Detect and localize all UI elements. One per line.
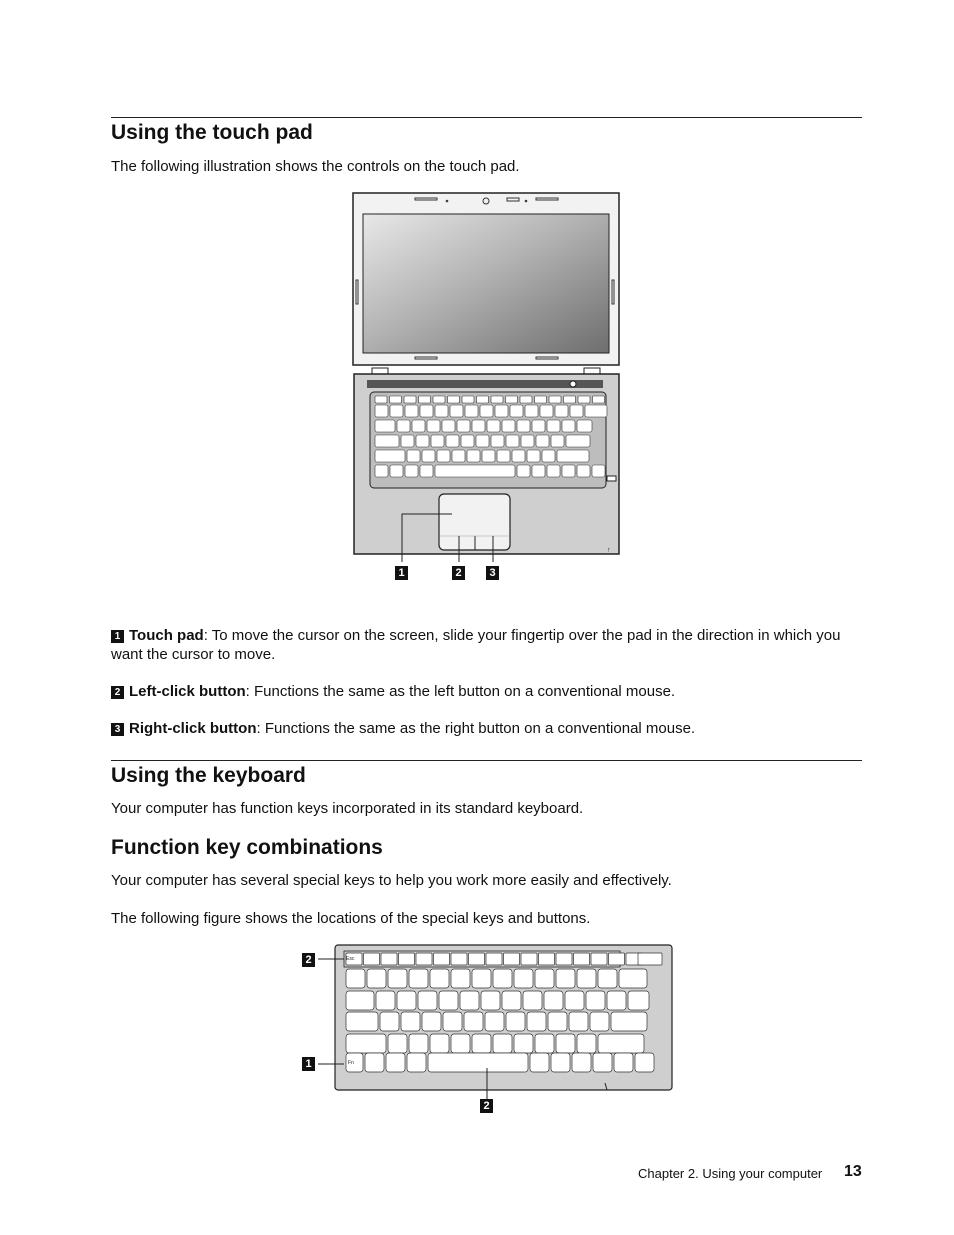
key xyxy=(609,953,625,965)
key xyxy=(487,420,500,432)
key xyxy=(551,435,564,447)
key xyxy=(346,991,374,1010)
key xyxy=(390,405,403,417)
callout-touchpad: 1 xyxy=(395,566,408,580)
key xyxy=(380,1012,399,1031)
key xyxy=(431,435,444,447)
key xyxy=(477,396,489,403)
key xyxy=(430,1034,449,1053)
key xyxy=(405,465,418,477)
key xyxy=(520,396,532,403)
key xyxy=(572,1053,591,1072)
key xyxy=(482,450,495,462)
key xyxy=(485,1012,504,1031)
key xyxy=(548,1012,567,1031)
key xyxy=(412,420,425,432)
key xyxy=(409,1034,428,1053)
key xyxy=(502,420,515,432)
key xyxy=(577,1034,596,1053)
item-left-click xyxy=(111,682,861,701)
key xyxy=(598,1034,644,1053)
key xyxy=(346,1034,386,1053)
key xyxy=(448,396,460,403)
laptop-illustration xyxy=(350,190,625,562)
key xyxy=(539,953,555,965)
key xyxy=(480,405,493,417)
key xyxy=(562,420,575,432)
key xyxy=(404,396,416,403)
key xyxy=(578,396,590,403)
item-term: Right-click button xyxy=(129,720,257,737)
key xyxy=(530,1053,549,1072)
key xyxy=(467,450,480,462)
key xyxy=(577,420,592,432)
key xyxy=(535,1034,554,1053)
key xyxy=(506,396,518,403)
heading-function-keys: Function key combinations xyxy=(111,836,383,859)
key xyxy=(536,435,549,447)
key xyxy=(375,420,395,432)
key xyxy=(628,991,649,1010)
key xyxy=(556,969,575,988)
key xyxy=(418,991,437,1010)
key xyxy=(564,396,576,403)
key xyxy=(517,465,530,477)
item-touchpad xyxy=(111,626,861,664)
item-number: 2 xyxy=(111,686,124,699)
key xyxy=(346,1012,378,1031)
key xyxy=(577,465,590,477)
key xyxy=(532,420,545,432)
item-number: 3 xyxy=(111,723,124,736)
key xyxy=(472,969,491,988)
key xyxy=(390,396,402,403)
keyboard-illustration xyxy=(300,940,680,1120)
key xyxy=(388,1034,407,1053)
key xyxy=(462,396,474,403)
key xyxy=(420,465,433,477)
key xyxy=(523,991,542,1010)
key xyxy=(535,969,554,988)
key xyxy=(569,1012,588,1031)
key xyxy=(570,405,583,417)
key xyxy=(451,969,470,988)
key xyxy=(527,1012,546,1031)
key xyxy=(457,420,470,432)
key xyxy=(611,1012,647,1031)
section-rule-keyboard xyxy=(111,760,862,761)
key xyxy=(375,396,387,403)
item-term: Touch pad xyxy=(129,627,204,644)
key xyxy=(593,1053,612,1072)
key xyxy=(598,969,617,988)
key xyxy=(527,450,540,462)
key xyxy=(540,405,553,417)
key xyxy=(442,420,455,432)
key xyxy=(577,969,596,988)
key xyxy=(434,953,450,965)
key xyxy=(574,953,590,965)
key xyxy=(405,405,418,417)
callout-right-click: 3 xyxy=(486,566,499,580)
key xyxy=(542,450,555,462)
key xyxy=(422,1012,441,1031)
callout-spacebar: 2 xyxy=(480,1099,493,1113)
key xyxy=(512,450,525,462)
key xyxy=(439,991,458,1010)
keyboard-intro: Your computer has function keys incorporated in its standard keyboard. xyxy=(111,800,584,817)
key xyxy=(592,465,605,477)
key xyxy=(476,435,489,447)
key xyxy=(532,465,545,477)
key xyxy=(495,405,508,417)
key xyxy=(614,1053,633,1072)
key xyxy=(375,450,405,462)
key xyxy=(376,991,395,1010)
key xyxy=(451,1034,470,1053)
callout-left-click: 2 xyxy=(452,566,465,580)
key xyxy=(491,396,503,403)
key xyxy=(346,969,365,988)
key xyxy=(510,405,523,417)
key xyxy=(493,1034,512,1053)
key xyxy=(556,1034,575,1053)
fn-key-label: Fn xyxy=(348,1060,354,1066)
key xyxy=(419,396,431,403)
key xyxy=(514,1034,533,1053)
section-rule-touchpad xyxy=(111,117,862,118)
key xyxy=(521,435,534,447)
key xyxy=(557,450,589,462)
key xyxy=(430,969,449,988)
key xyxy=(469,953,485,965)
key xyxy=(502,991,521,1010)
key xyxy=(407,450,420,462)
key xyxy=(375,405,388,417)
key xyxy=(551,1053,570,1072)
fn-paragraph-2: The following figure shows the locations of the special keys and buttons. xyxy=(111,910,591,927)
touchpad-intro: The following illustration shows the controls on the touch pad. xyxy=(111,158,520,175)
svg-text:↑: ↑ xyxy=(607,547,611,554)
key xyxy=(407,1053,426,1072)
key xyxy=(397,991,416,1010)
key xyxy=(555,405,568,417)
key xyxy=(435,405,448,417)
key xyxy=(556,953,572,965)
key xyxy=(452,450,465,462)
key xyxy=(401,1012,420,1031)
fn-paragraph-1: Your computer has several special keys to help you work more easily and effectively. xyxy=(111,872,672,889)
key xyxy=(562,465,575,477)
key xyxy=(638,953,662,965)
key xyxy=(381,953,397,965)
key xyxy=(409,969,428,988)
key xyxy=(619,969,647,988)
key xyxy=(365,1053,384,1072)
key xyxy=(535,396,547,403)
callout-function-row: 2 xyxy=(302,953,315,967)
key xyxy=(446,435,459,447)
footer-chapter: Chapter 2. Using your computer xyxy=(638,1166,823,1181)
key xyxy=(451,953,467,965)
key xyxy=(399,953,415,965)
item-text: : To move the cursor on the screen, slide your fingertip over the pad in the direction in which you want the cursor to move. xyxy=(111,627,841,663)
heading-keyboard: Using the keyboard xyxy=(111,764,306,787)
key xyxy=(367,969,386,988)
key xyxy=(635,1053,654,1072)
page-number: 13 xyxy=(844,1163,862,1180)
key xyxy=(506,435,519,447)
key xyxy=(375,465,388,477)
key xyxy=(416,953,432,965)
item-text: : Functions the same as the left button on a conventional mouse. xyxy=(245,683,676,700)
key xyxy=(481,991,500,1010)
key xyxy=(566,435,590,447)
key xyxy=(465,405,478,417)
key xyxy=(450,405,463,417)
key xyxy=(586,991,605,1010)
key xyxy=(607,991,626,1010)
key xyxy=(427,420,440,432)
key xyxy=(525,405,538,417)
key xyxy=(428,1053,528,1072)
key xyxy=(388,969,407,988)
key xyxy=(547,420,560,432)
key xyxy=(491,435,504,447)
key xyxy=(364,953,380,965)
key xyxy=(506,1012,525,1031)
item-term: Left-click button xyxy=(129,683,246,700)
key xyxy=(497,450,510,462)
key xyxy=(585,405,607,417)
key xyxy=(397,420,410,432)
key xyxy=(591,953,607,965)
key xyxy=(461,435,474,447)
key xyxy=(401,435,414,447)
key xyxy=(549,396,561,403)
key xyxy=(493,969,512,988)
key xyxy=(386,1053,405,1072)
key xyxy=(443,1012,462,1031)
key xyxy=(590,1012,609,1031)
key xyxy=(517,420,530,432)
key xyxy=(422,450,435,462)
key xyxy=(514,969,533,988)
key xyxy=(565,991,584,1010)
item-right-click xyxy=(111,719,861,738)
key xyxy=(390,465,403,477)
key xyxy=(472,1034,491,1053)
key xyxy=(544,991,563,1010)
key xyxy=(460,991,479,1010)
key xyxy=(504,953,520,965)
esc-key-label: Esc xyxy=(346,956,355,962)
key xyxy=(593,396,605,403)
key xyxy=(437,450,450,462)
key xyxy=(433,396,445,403)
callout-fn-key: 1 xyxy=(302,1057,315,1071)
key xyxy=(375,435,399,447)
item-number: 1 xyxy=(111,630,124,643)
key xyxy=(420,405,433,417)
key xyxy=(472,420,485,432)
key xyxy=(486,953,502,965)
key xyxy=(416,435,429,447)
key xyxy=(464,1012,483,1031)
key xyxy=(521,953,537,965)
key xyxy=(547,465,560,477)
item-text: : Functions the same as the right button on a conventional mouse. xyxy=(256,720,696,737)
key xyxy=(435,465,515,477)
heading-touchpad: Using the touch pad xyxy=(111,121,313,144)
